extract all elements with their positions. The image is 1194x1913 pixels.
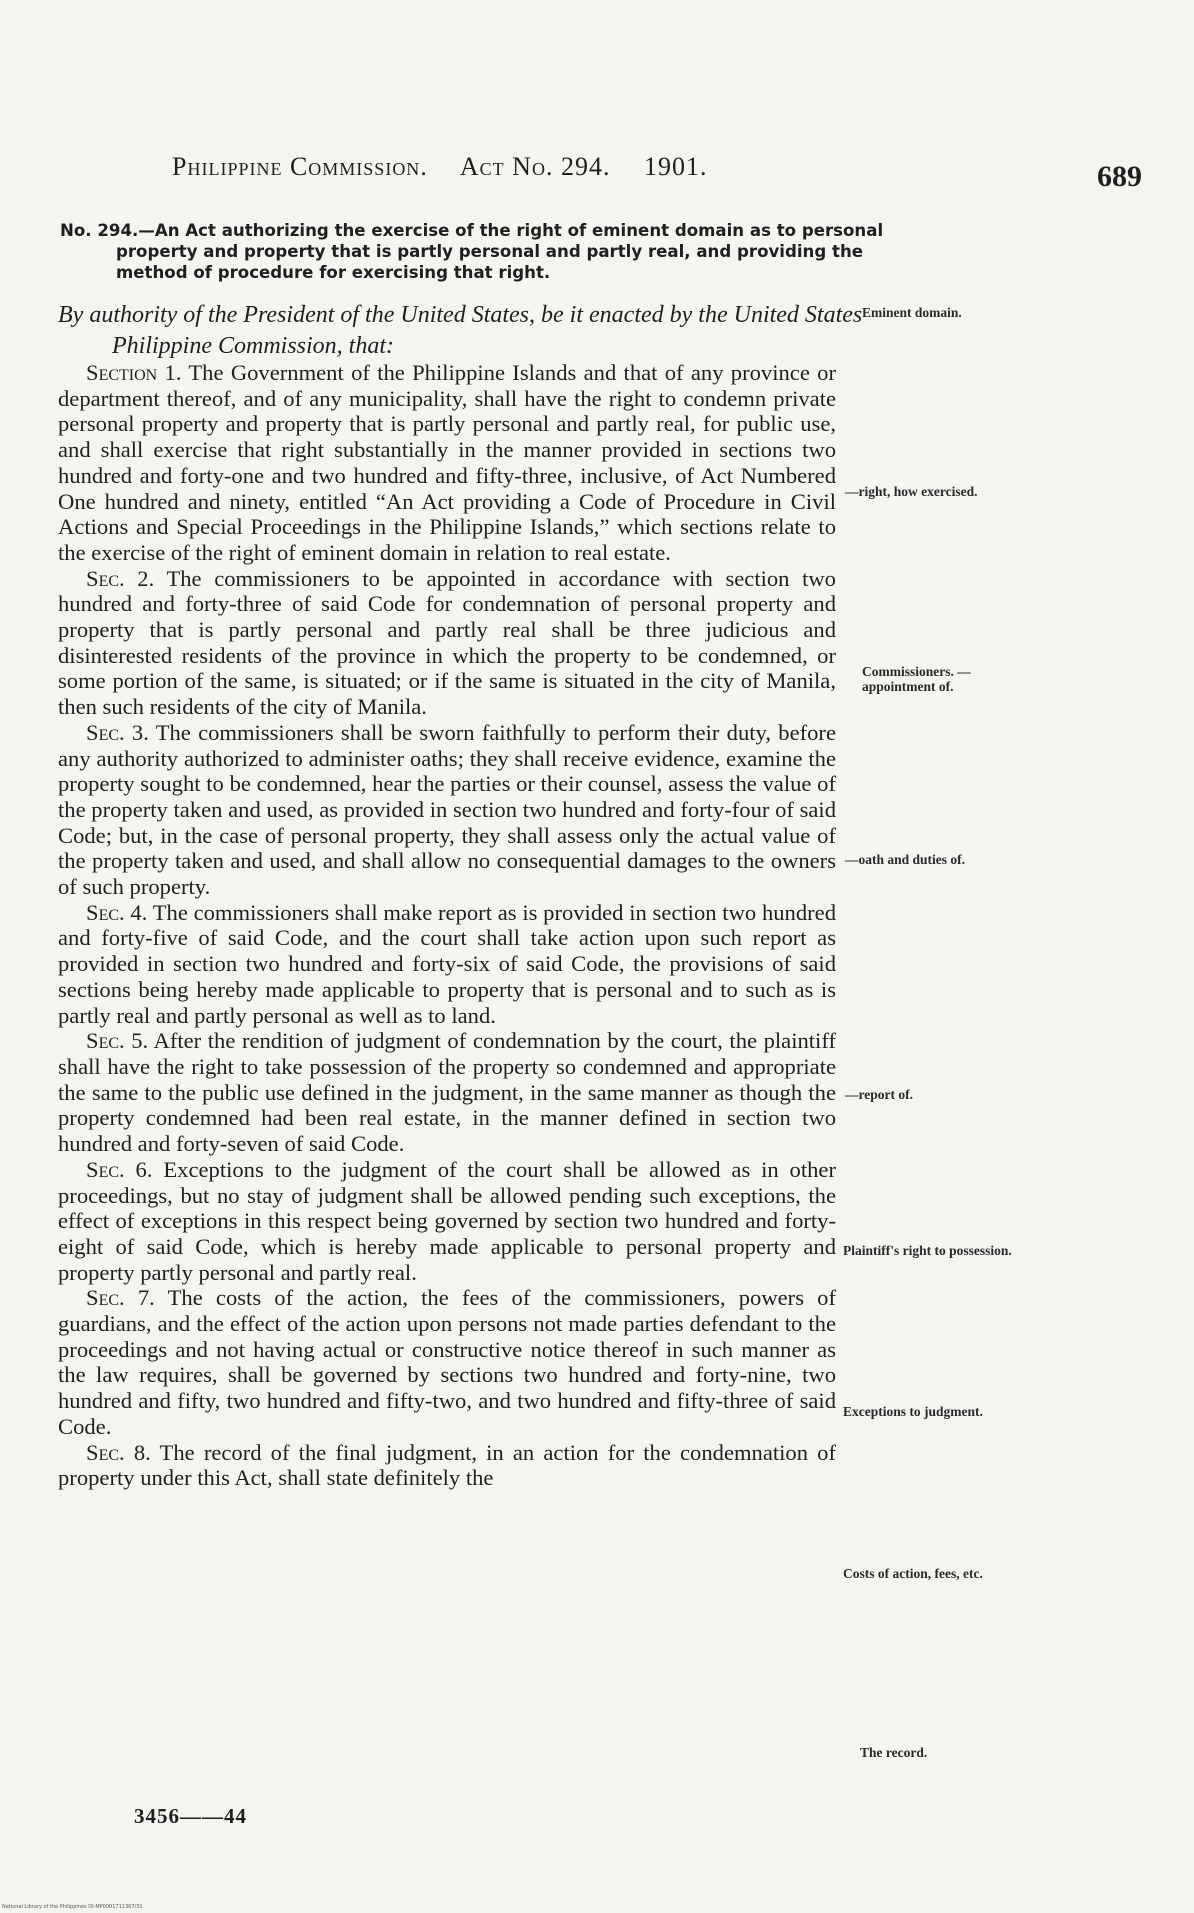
enacting-clause: By authority of the President of the United States, be it enacted by the United States Philippine Commission, that: [58,302,863,359]
section-label: Sec. 5. [86,1028,149,1054]
section-label: Section 1. [86,360,182,385]
footer-credit: National Library of the Philippines DI-MP0001711307/31 [2,1904,143,1910]
section-text: The costs of the action, the fees of the commissioners, powers of guardians, and the effect of the action upon persons not made parties defendant to the proceedings and not having actual or constructive notice thereof in such manner as the law requires, shall be governed by sections two hundred and forty-nine, two hundred and fifty, two hundred and fifty-two, and two hundred and fifty-three of said Code. [58,1285,836,1439]
act-body [58,360,836,1491]
running-head-act: Act No. 294. [459,152,611,181]
section-text: The commissioners shall make report as is provided in section two hundred and forty-five of said Code, and the court shall take action upon such report as provided in section two hundred and forty-six of said Code, the provisions of said sections being hereby made applicable to property that is personal and to such as is partly real and partly personal as well as to land. [58,899,836,1028]
section-4 [58,900,836,1029]
section-text: The commissioners shall be sworn faithfully to perform their duty, before any authority authorized to administer oaths; they shall receive evidence, examine the property sought to be condemned, hear the parties or their counsel, assess the value of the property taken and used, as provided in section two hundred and forty-four of said Code; but, in the case of personal property, they shall assess only the actual value of the property taken and used, and shall allow no consequential damages to the owners of such property. [58,719,836,900]
marginal-note-the-record: The record. [860,1745,928,1760]
marginal-note-commissioners: Commissioners. —appointment of. [862,664,971,694]
section-3 [58,720,836,900]
section-label: Sec. 7. [86,1285,155,1311]
section-label: Sec. 3. [86,719,149,745]
section-text: The Government of the Philippine Islands and that of any province or department thereof, and of any municipality, shall have the right to condemn private personal property and property that is partly personal and partly real, for public use, and shall exercise that right substantially in the manner provided in sections two hundred and forty-one and two hundred and fifty-three, inclusive, of Act Numbered One hundred and ninety, entitled “An Act providing a Code of Procedure in Civil Actions and Special Proceedings in the Philippine Islands,” which sections relate to the exercise of the right of eminent domain in relation to real estate. [58,360,836,565]
running-head-commission: Philippine Commission. [172,152,428,181]
running-head-year: 1901. [643,152,708,181]
section-text: After the rendition of judgment of condemnation by the court, the plaintiff shall have the right to take possession of the property so condemned and appropriate the same to the public use defined in the judgment, in the same manner as though the property condemned had been real estate, in the manner defined in section two hundred and forty-seven of said Code. [58,1028,836,1157]
marginal-note-exceptions: Exceptions to judgment. [843,1404,983,1419]
act-title: No. 294.—An Act authorizing the exercise of the right of eminent domain as to personal property and property that is partly personal and partly real, and providing the method of procedure for exercising that right. [60,221,884,282]
marginal-note-oath-and-duties: —oath and duties of. [845,852,966,867]
section-7 [58,1285,836,1439]
section-8 [58,1440,836,1491]
section-label: Sec. 8. [86,1439,151,1465]
marginal-note-report: —report of. [845,1087,913,1102]
page-number: 689 [1097,160,1142,193]
marginal-note-eminent-domain: Eminent domain. [862,305,962,320]
section-1 [58,360,836,566]
signature-mark: 3456——44 [134,1804,247,1828]
section-text: The record of the final judgment, in an action for the condemnation of property under this Act, shall state definitely the [58,1439,837,1491]
marginal-note-plaintiffs-right: Plaintiff's right to possession. [843,1243,1012,1258]
marginal-note-right-how-exercised: —right, how exercised. [845,484,978,499]
marginal-note-costs: Costs of action, fees, etc. [843,1566,983,1581]
section-5 [58,1028,836,1157]
section-text: The commissioners to be appointed in accordance with section two hundred and forty-three of said Code for condemnation of personal property and property that is partly personal and partly real shall be three judicious and disinterested residents of the province in which the property to be condemned, or some portion of the same, is situated; or if the same is situated in the city of Manila, then such residents of the city of Manila. [58,565,836,720]
running-head [172,152,733,182]
section-6 [58,1157,836,1286]
section-text: Exceptions to the judgment of the court shall be allowed as in other proceedings, but no stay of judgment shall be allowed pending such exceptions, the effect of exceptions in this respect being governed by section two hundred and forty-eight of said Code, which is hereby made applicable to personal property and property partly personal and partly real. [58,1156,836,1285]
section-2 [58,566,836,720]
section-label: Sec. 2. [86,565,155,591]
section-label: Sec. 4. [86,899,148,925]
section-label: Sec. 6. [86,1156,153,1182]
